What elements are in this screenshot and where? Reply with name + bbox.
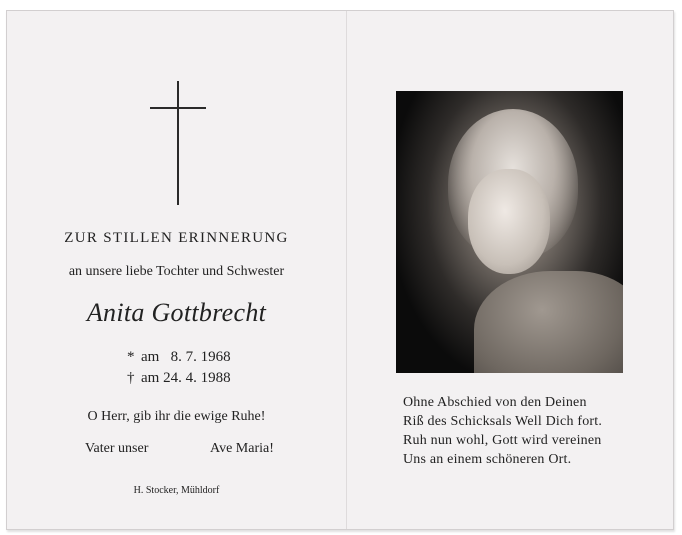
ave-maria: Ave Maria!	[210, 441, 274, 456]
death-date-text: am 24. 4. 1988	[141, 370, 231, 386]
poem-line: Ohne Abschied von den Deinen	[403, 395, 587, 410]
poem-line: Riß des Schicksals Well Dich fort.	[403, 414, 603, 429]
portrait-photo	[396, 91, 623, 373]
subheading: an unsere liebe Tochter und Schwester	[68, 264, 285, 279]
heading: ZUR STILLEN ERINNERUNG	[64, 230, 289, 246]
right-panel	[347, 11, 673, 529]
left-panel	[7, 11, 346, 529]
cross-icon	[150, 81, 206, 205]
memorial-card	[6, 10, 674, 530]
star-symbol: *	[127, 349, 135, 365]
dagger-symbol: †	[127, 370, 135, 386]
printer-credit: H. Stocker, Mühldorf	[133, 485, 220, 496]
birth-date-text: am 8. 7. 1968	[141, 349, 231, 365]
death-date	[127, 370, 231, 387]
prayer-line: O Herr, gib ihr die ewige Ruhe!	[87, 409, 266, 424]
vater-unser: Vater unser	[85, 441, 149, 456]
poem-line: Ruh nun wohl, Gott wird vereinen	[403, 433, 602, 448]
poem-line: Uns an einem schöneren Ort.	[403, 452, 572, 467]
deceased-name: Anita Gottbrecht	[86, 298, 267, 327]
birth-date	[127, 349, 231, 366]
